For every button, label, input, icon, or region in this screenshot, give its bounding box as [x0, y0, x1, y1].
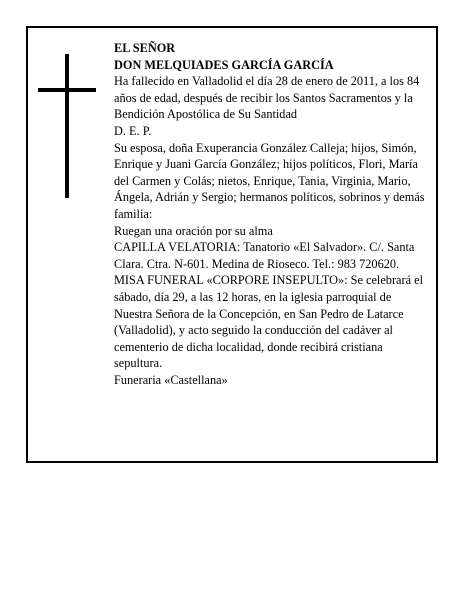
cross-icon	[38, 54, 96, 198]
obituary-notice	[26, 26, 438, 463]
cross-vertical-bar	[65, 54, 69, 198]
funeral-home: Funeraria «Castellana»	[114, 372, 228, 387]
notice-text	[114, 40, 426, 388]
cross-horizontal-bar	[38, 88, 96, 92]
funeral-mass-info: MISA FUNERAL «CORPORE INSEPULTO»: Se celebrará el sábado, día 29, a las 12 horas, en la iglesia parroquial de Nuestra Señora de la Concepción, en San Pedro de Latarce (Valladolid), y acto seguido la conducción del cadáver al cementerio de dicha localidad, donde recibirá cristiana sepultura.	[114, 273, 424, 371]
chapel-info: CAPILLA VELATORIA: Tanatorio «El Salvador». C/. Santa Clara. Ctra. N-601. Medina de Rioseco. Tel.: 983 720620.	[114, 240, 415, 271]
death-announcement: Ha fallecido en Valladolid el día 28 de enero de 2011, a los 84 años de edad, después de recibir los Santos Sacramentos y la Bendición Apostólica de Su Santidad	[114, 74, 420, 122]
prayer-request: Ruegan una oración por su alma	[114, 223, 273, 238]
rest-in-peace: D. E. P.	[114, 123, 152, 138]
deceased-name: DON MELQUIADES GARCÍA GARCÍA	[114, 57, 334, 72]
title-line-1: EL SEÑOR	[114, 41, 176, 55]
family-list: Su esposa, doña Exuperancia González Calleja; hijos, Simón, Enrique y Juani García González; hijos políticos, Flori, María del Carmen y Colás; nietos, Enrique, Tania, Virginia, Mario, Ángela, Adrián y Sergio; hermanos políticos, sobrinos y demás familia:	[114, 140, 425, 221]
